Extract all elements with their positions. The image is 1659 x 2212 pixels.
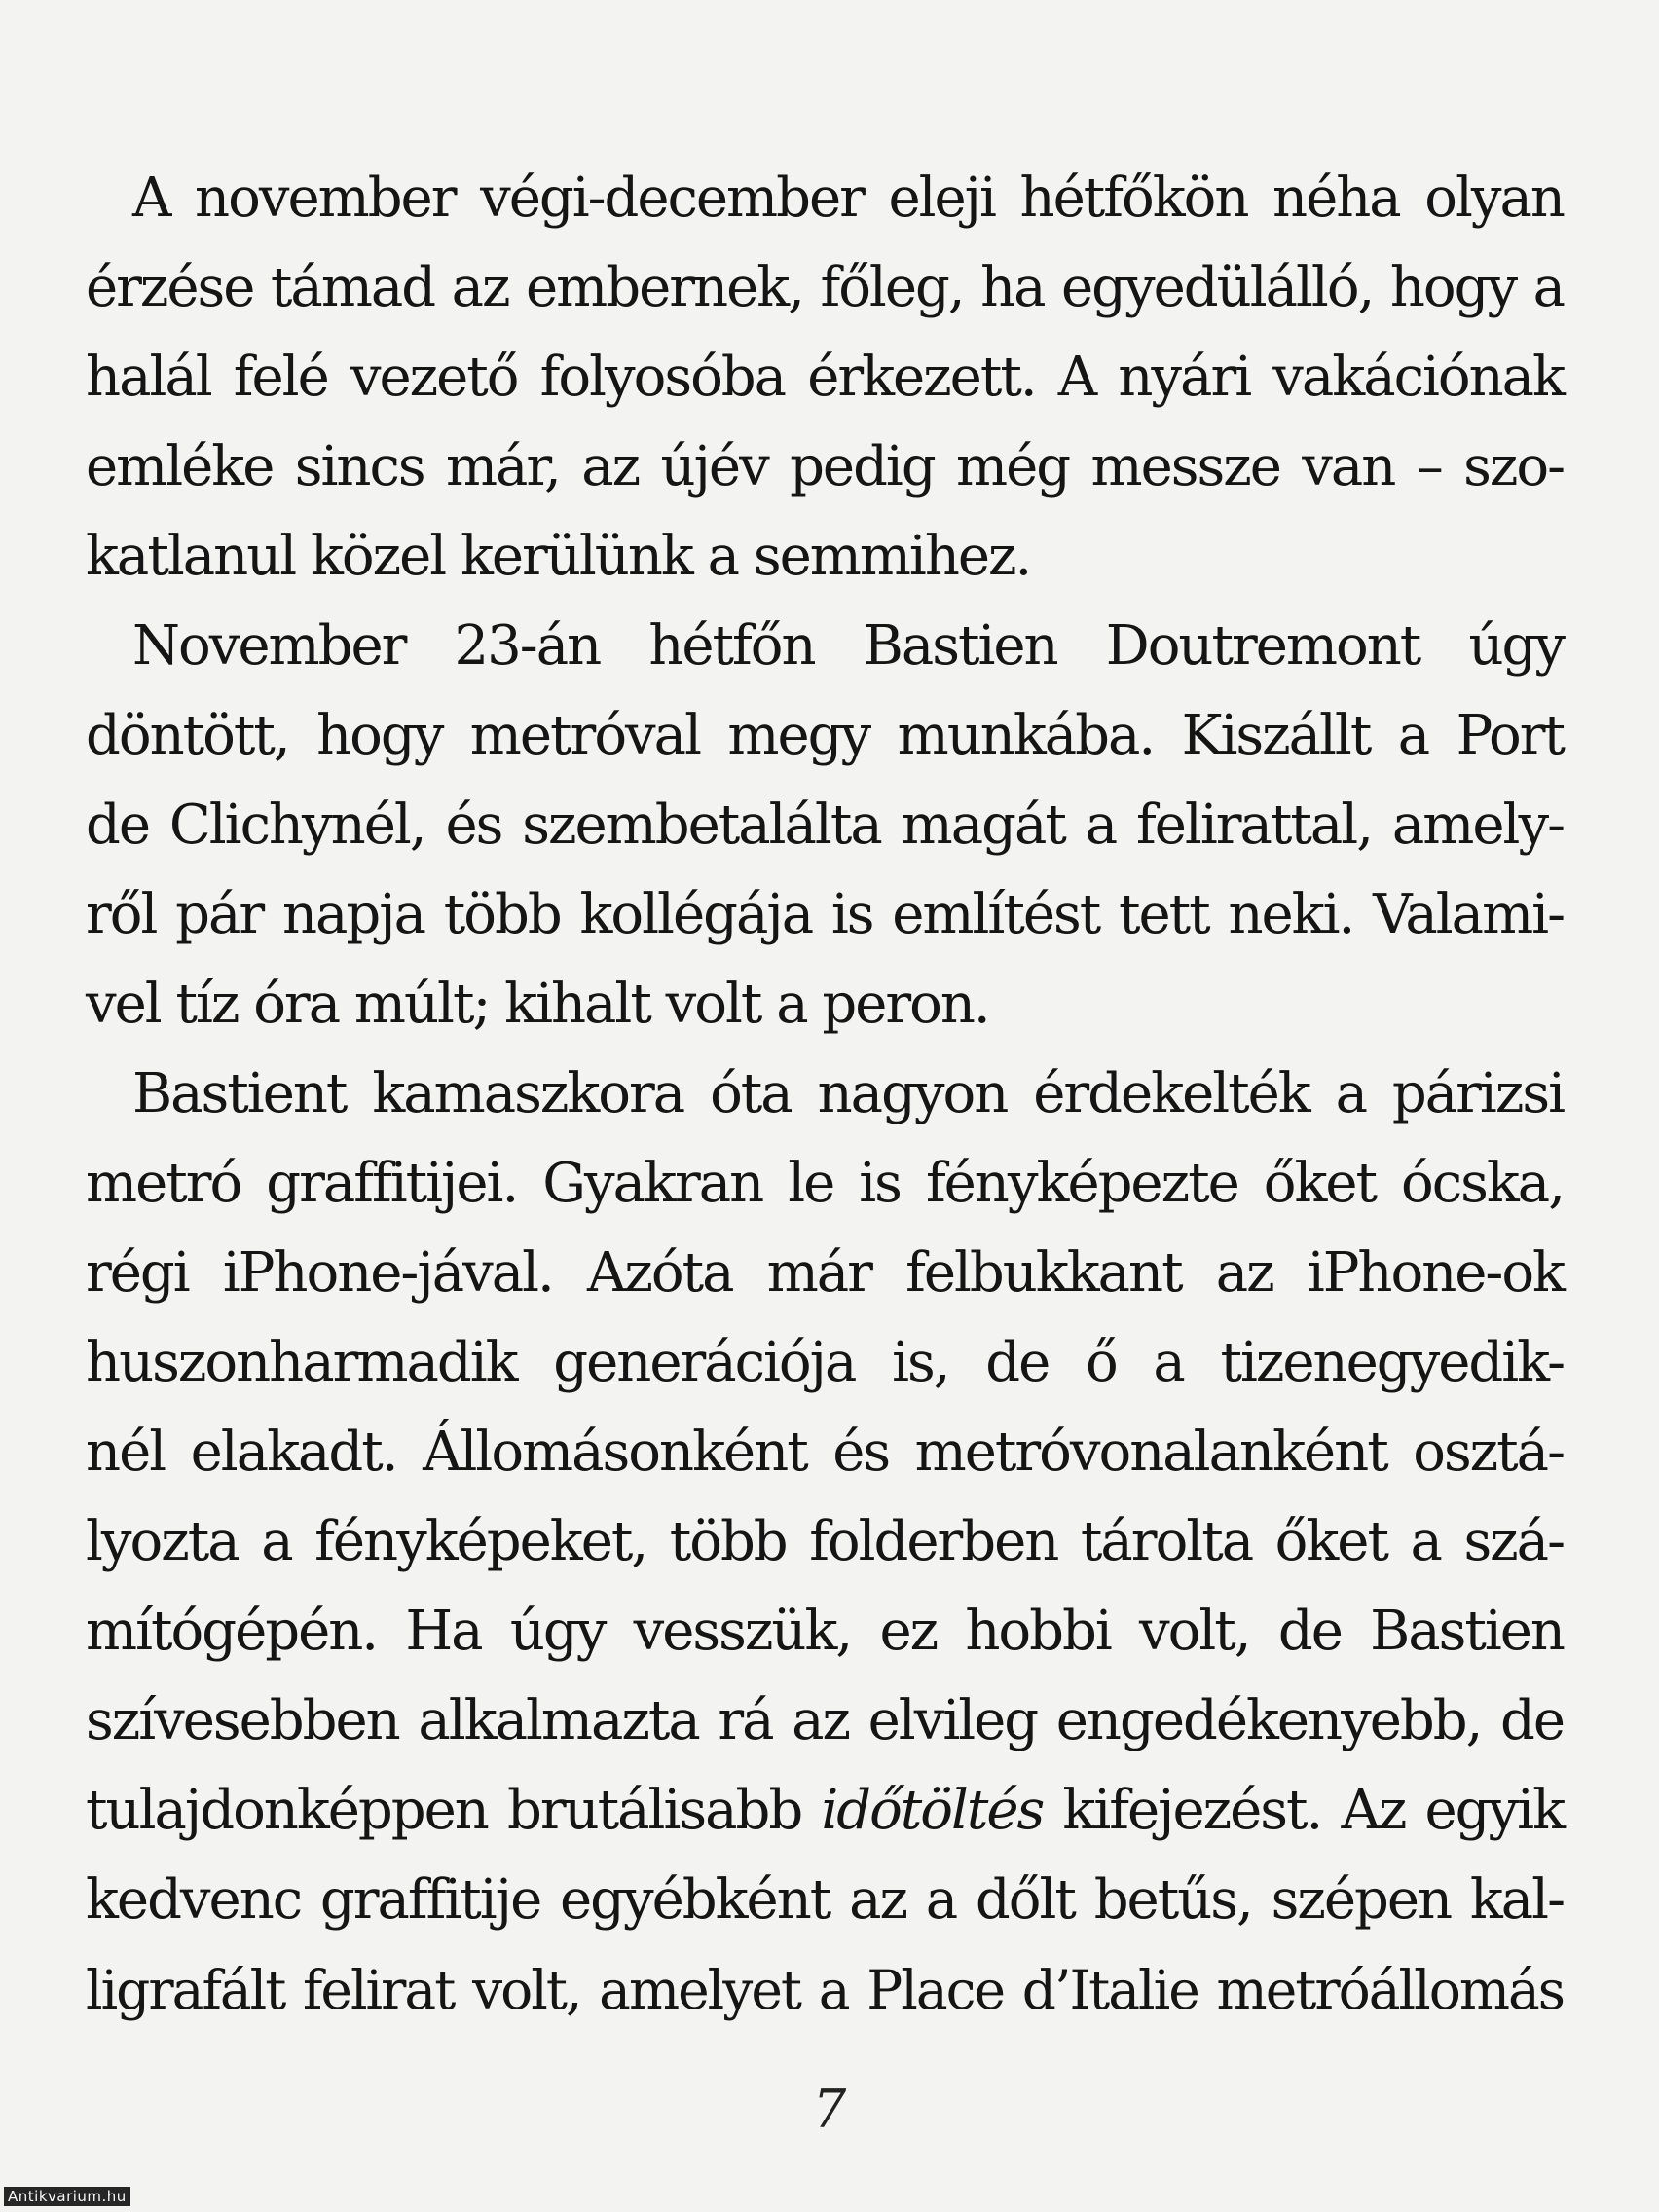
text-line: halál felé vezető folyosóba érkezett. A nyári vakációnak [86,346,1564,409]
text-line: de Clichynél, és szembetalálta magát a felirattal, amely- [86,793,1564,857]
paragraph [86,602,1564,1050]
text-line: huszonharmadik generációja is, de ő a tizenegyedik- [86,1331,1564,1394]
show-through-text [86,0,1566,167]
paragraph [86,154,1564,602]
text-line: katlanul közel kerülünk a semmihez. [86,525,1031,588]
text-line: tulajdonképpen brutálisabb időtöltés kifejezést. Az egyik [86,1779,1564,1842]
text-line: November 23-án hétfőn Bastien Doutremont úgy [132,614,1564,678]
text-line: vel tíz óra múlt; kihalt volt a peron. [86,973,989,1036]
text-line: emléke sincs már, az újév pedig még messze van – szo- [86,435,1564,498]
text-line: nél elakadt. Állomásonként és metróvonalanként osztá- [86,1420,1564,1484]
text-line: ligrafált felirat volt, amelyet a Place d’Italie metróállomás [86,1959,1564,2021]
text-line: döntött, hogy metróval megy munkába. Kiszállt a Port [86,704,1564,767]
italic-term: időtöltés [821,1779,1044,1842]
text-line: metró graffitijei. Gyakran le is fényképezte őket ócska, [86,1152,1564,1215]
text-line: régi iPhone-jával. Azóta már felbukkant az iPhone-ok [86,1241,1564,1305]
text-line: ről pár napja több kollégája is említést tett neki. Valami- [86,883,1564,946]
page-number: 7 [812,2079,847,2140]
show-through-line [86,0,1566,78]
text-line: kedvenc graffitije egyébként az a dőlt betűs, szépen kal- [86,1868,1564,1932]
text-line: érzése támad az embernek, főleg, ha egyedülálló, hogy a [86,256,1564,319]
text-line: A november végi-december eleji hétfőkön néha olyan [132,166,1564,230]
text-line: lyozta a fényképeket, több folderben tárolta őket a szá- [86,1510,1564,1573]
watermark: Antikvarium.hu [4,2187,130,2206]
page-body [86,154,1564,2035]
text-line: szívesebben alkalmazta rá az elvileg engedékenyebb, de [86,1689,1564,1752]
text-line: mítógépén. Ha úgy vesszük, ez hobbi volt, de Bastien [86,1600,1564,1663]
paragraph [86,1050,1564,2035]
text-line: Bastient kamaszkora óta nagyon érdekelték a párizsi [132,1062,1564,1125]
